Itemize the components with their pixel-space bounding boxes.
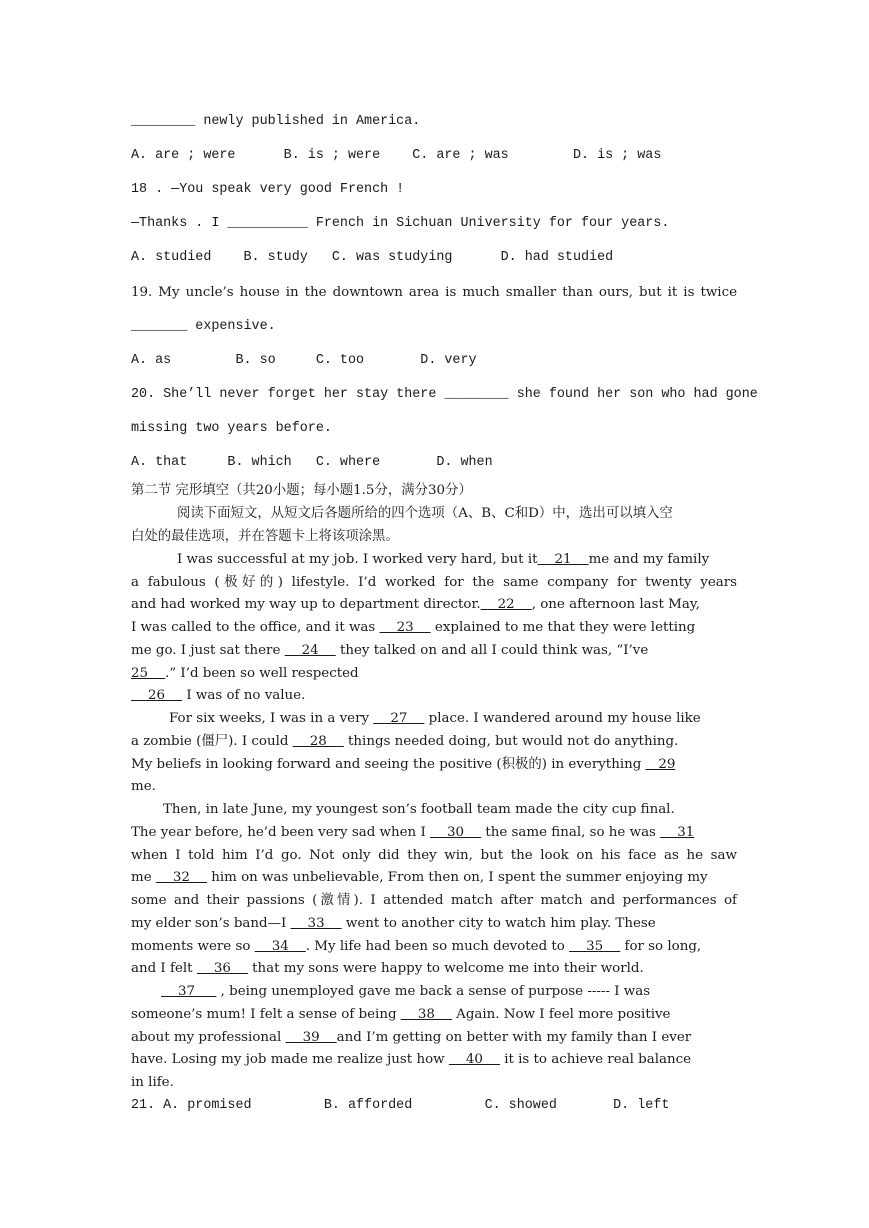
passage-text: a zombie (僵尸). I could: [131, 734, 289, 749]
passage-text: someone’s mum! I felt a sense of being: [131, 1007, 397, 1022]
passage-line: when I told him I’d go. Not only did they win, but the look on his face as he saw: [131, 848, 737, 863]
passage-text: my elder son’s band—I: [131, 916, 287, 931]
passage-text: and I felt: [131, 961, 193, 976]
passage-text: things needed doing, but would not do anything.: [348, 734, 679, 749]
passage-text: me go. I just sat there: [131, 643, 281, 658]
passage-text: I was successful at my job. I worked very hard, but it: [177, 552, 538, 567]
q21-options: 21. A. promised B. afforded C. showed D. left: [131, 1098, 670, 1113]
passage-text: , one afternoon last May,: [531, 597, 700, 612]
blank-29: 29: [645, 757, 676, 772]
passage-text: Then, in late June, my youngest son’s football team made the city cup final.: [163, 802, 675, 817]
blank-23: 23: [379, 620, 431, 635]
passage-text: and had worked my way up to department director.: [131, 597, 481, 612]
passage-line: [131, 915, 737, 933]
blank-27: 27: [373, 711, 425, 726]
passage-text: place. I wandered around my house like: [428, 711, 701, 726]
blank-24: 24: [284, 643, 336, 658]
blank-35: 35: [569, 939, 621, 954]
passage-line: [131, 1029, 737, 1047]
q17-stem-end: ________ newly published in America.: [131, 114, 421, 129]
passage-line: [131, 551, 737, 569]
passage-text: they talked on and all I could think was, “I’ve: [340, 643, 649, 658]
passage-line: [131, 596, 737, 614]
passage-text: explained to me that they were letting: [434, 620, 696, 635]
q18-options: A. studied B. study C. was studying D. had studied: [131, 250, 614, 265]
passage-text: The year before, he’d been very sad when I: [131, 825, 426, 840]
instruction-line-1: 阅读下面短文，从短文后各题所给的四个选项（A、B、C和D）中，选出可以填入空: [177, 506, 673, 521]
section-heading: 第二节 完形填空（共20小题；每小题1.5分，满分30分）: [131, 483, 472, 498]
passage-text: I was called to the office, and it was: [131, 620, 376, 635]
passage-line: [131, 619, 737, 637]
blank-30: 30: [430, 825, 482, 840]
passage-line: a fabulous (极好的) lifestyle. I’d worked for the same company for twenty years: [131, 575, 737, 590]
blank-22: 22: [480, 597, 532, 612]
passage-line: [131, 642, 737, 660]
passage-text: me: [131, 870, 152, 885]
passage-text: and I’m getting on better with my family than I ever: [336, 1030, 692, 1045]
passage-text: have. Losing my job made me realize just how: [131, 1052, 445, 1067]
passage-text: , being unemployed gave me back a sense of purpose ----- I was: [220, 984, 651, 999]
passage-text: for so long,: [624, 939, 702, 954]
passage-text: moments were so: [131, 939, 251, 954]
q17-options: A. are ; were B. is ; were C. are ; was D. is ; was: [131, 148, 662, 163]
passage-text: me and my family: [588, 552, 710, 567]
passage-line: [131, 687, 737, 705]
passage-text: I was of no value.: [186, 688, 306, 703]
passage-line: [131, 1051, 737, 1069]
blank-31: 31: [660, 825, 695, 840]
blank-38: 38: [400, 1007, 452, 1022]
passage-line: [131, 938, 737, 956]
blank-25: 25: [131, 666, 166, 681]
passage-text: about my professional: [131, 1030, 282, 1045]
blank-26: 26: [131, 688, 183, 703]
passage-text: it is to achieve real balance: [504, 1052, 692, 1067]
q20-options: A. that B. which C. where D. when: [131, 455, 493, 470]
passage-text: Again. Now I feel more positive: [456, 1007, 671, 1022]
passage-line: [131, 733, 737, 751]
passage-line: [131, 869, 737, 887]
passage-text: the same final, so he was: [485, 825, 656, 840]
q19-stem-line-1: 19. My uncle’s house in the downtown area is much smaller than ours, but it is twice: [131, 285, 737, 300]
passage-text: .” I’d been so well respected: [165, 666, 359, 681]
passage-line: [131, 824, 737, 842]
passage-line: [131, 960, 737, 978]
q19-stem-line-2: _______ expensive.: [131, 319, 276, 334]
passage-text: . My life had been so much devoted to: [305, 939, 565, 954]
q19-options: A. as B. so C. too D. very: [131, 353, 477, 368]
blank-39: 39: [285, 1030, 337, 1045]
passage-text: For six weeks, I was in a very: [169, 711, 370, 726]
blank-34: 34: [254, 939, 306, 954]
q20-stem-line-2: missing two years before.: [131, 421, 332, 436]
q18-reply: —Thanks . I __________ French in Sichuan University for four years.: [131, 216, 670, 231]
passage-line: [131, 983, 737, 1001]
passage-line: some and their passions (激情). I attended match after match and performances of: [131, 893, 737, 908]
passage-line: [131, 756, 737, 774]
passage-line: [131, 710, 737, 728]
q20-stem-line-1: 20. She’ll never forget her stay there ________ she found her son who had gone: [131, 387, 758, 402]
passage-text: My beliefs in looking forward and seeing the positive (积极的) in everything: [131, 757, 642, 772]
passage-text: him on was unbelievable, From then on, I spent the summer enjoying my: [211, 870, 708, 885]
passage-text: went to another city to watch him play. These: [345, 916, 656, 931]
passage-line: me.: [131, 779, 156, 794]
blank-36: 36: [196, 961, 248, 976]
passage-line: [131, 801, 737, 819]
blank-32: 32: [155, 870, 207, 885]
blank-33: 33: [290, 916, 342, 931]
passage-line: [131, 1006, 737, 1024]
passage-line: in life.: [131, 1075, 174, 1090]
passage-line: [131, 665, 737, 683]
instruction-line-2: 白处的最佳选项，并在答题卡上将该项涂黑。: [131, 529, 399, 544]
blank-37: 37: [161, 984, 217, 999]
q18-stem: 18 . —You speak very good French !: [131, 182, 405, 197]
blank-21: 21: [537, 552, 589, 567]
blank-28: 28: [292, 734, 344, 749]
passage-text: that my sons were happy to welcome me into their world.: [252, 961, 644, 976]
blank-40: 40: [448, 1052, 500, 1067]
